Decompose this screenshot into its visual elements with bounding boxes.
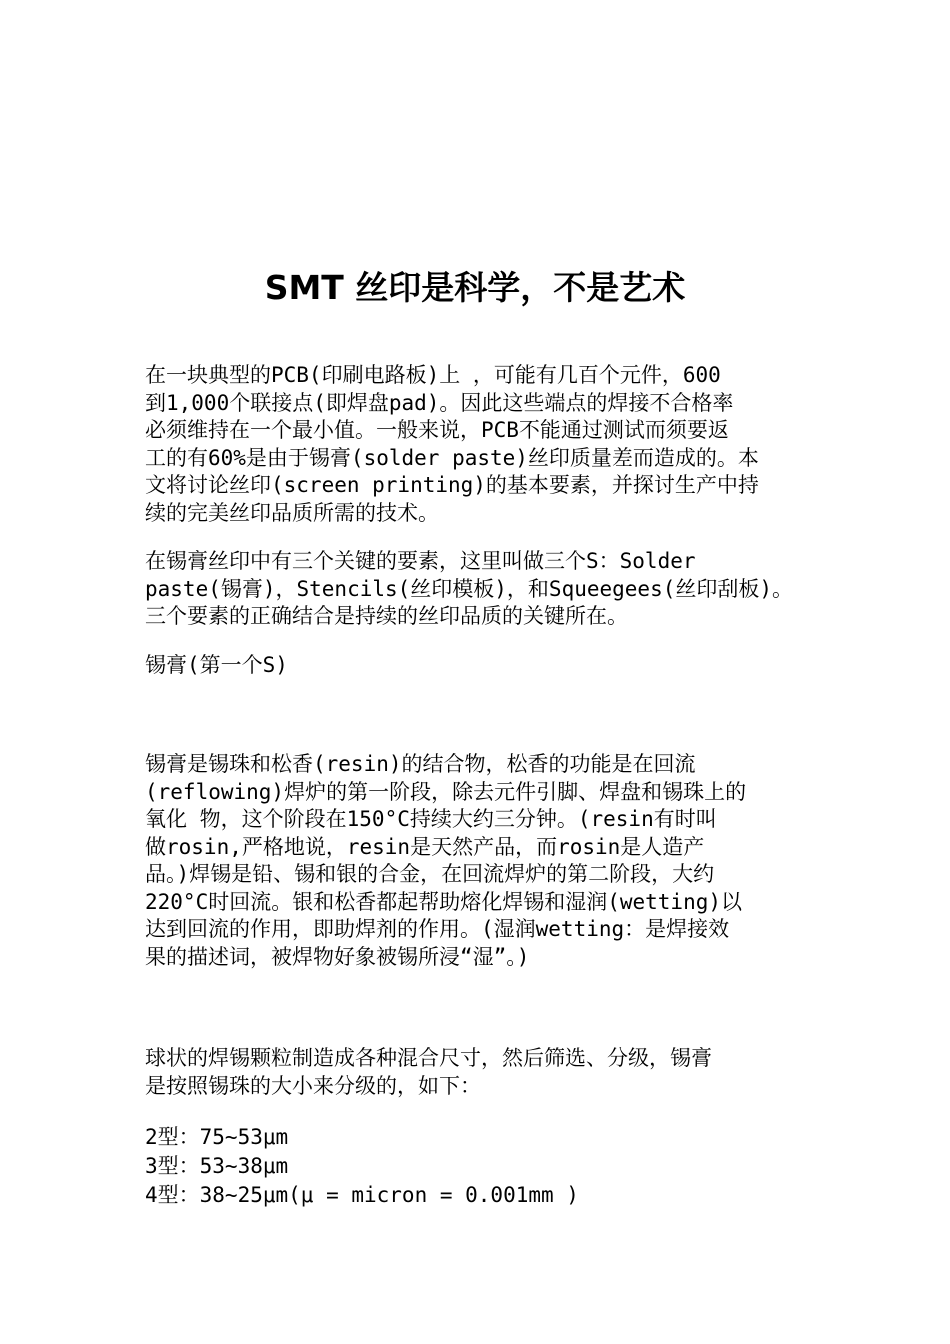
section-heading-solder-paste xyxy=(145,652,815,680)
text-line: 果的描述词，被焊物好象被锡所浸“湿”。) xyxy=(145,944,530,969)
text-line: 球状的焊锡颗粒制造成各种混合尺寸，然后筛选、分级，锡膏 xyxy=(145,1046,712,1070)
text-line: 在一块典型的PCB(印刷电路板)上 ，可能有几百个元件，600 xyxy=(145,363,721,387)
text-line: 锡膏是锡珠和松香(resin)的结合物，松香的功能是在回流 xyxy=(145,752,696,776)
three-s-paragraph xyxy=(145,548,815,631)
text-line: 氧化 物，这个阶段在150°C持续大约三分钟。(resin有时叫 xyxy=(145,807,717,831)
text-line: 工的有60%是由于锡膏(solder paste)丝印质量差而造成的。本 xyxy=(145,445,759,470)
text-line: 到1,000个联接点(即焊盘pad)。因此这些端点的焊接不合格率 xyxy=(145,390,734,415)
solder-paste-paragraph xyxy=(145,751,815,971)
grade-type-3: 3型：53~38μm xyxy=(145,1154,289,1178)
text-line: 在锡膏丝印中有三个关键的要素，这里叫做三个S：Solder xyxy=(145,549,696,573)
text-line: 是按照锡珠的大小来分级的，如下： xyxy=(145,1073,481,1098)
text-line: 锡膏(第一个S) xyxy=(145,653,288,677)
text-line: 做rosin,严格地说，resin是天然产品，而rosin是人造产 xyxy=(145,834,705,859)
intro-paragraph xyxy=(145,362,815,527)
text-line: (reflowing)焊炉的第一阶段，除去元件引脚、焊盘和锡珠上的 xyxy=(145,779,747,804)
text-line: 文将讨论丝印(screen printing)的基本要素，并探讨生产中持 xyxy=(145,473,759,497)
text-line: 续的完美丝印品质所需的技术。 xyxy=(145,500,439,525)
grade-type-4: 4型：38~25μm(μ = micron = 0.001mm ) xyxy=(145,1183,579,1207)
text-line: 220°C时回流。银和松香都起帮助熔化焊锡和湿润(wetting)以 xyxy=(145,889,743,914)
text-line: 三个要素的正确结合是持续的丝印品质的关键所在。 xyxy=(145,604,628,628)
text-line: 达到回流的作用，即助焊剂的作用。(湿润wetting：是焊接效 xyxy=(145,917,730,941)
text-line: 必须维持在一个最小值。一般来说，PCB不能通过测试而须要返 xyxy=(145,418,729,442)
grading-paragraph xyxy=(145,1045,815,1100)
grade-type-2: 2型：75~53μm xyxy=(145,1125,289,1149)
document-title: SMT 丝印是科学，不是艺术 xyxy=(264,268,686,307)
text-line: 品。)焊锡是铅、锡和银的合金，在回流焊炉的第二阶段，大约 xyxy=(145,862,715,886)
text-line: paste(锡膏)，Stencils(丝印模板)，和Squeegees(丝印刮板)。 xyxy=(145,576,794,601)
